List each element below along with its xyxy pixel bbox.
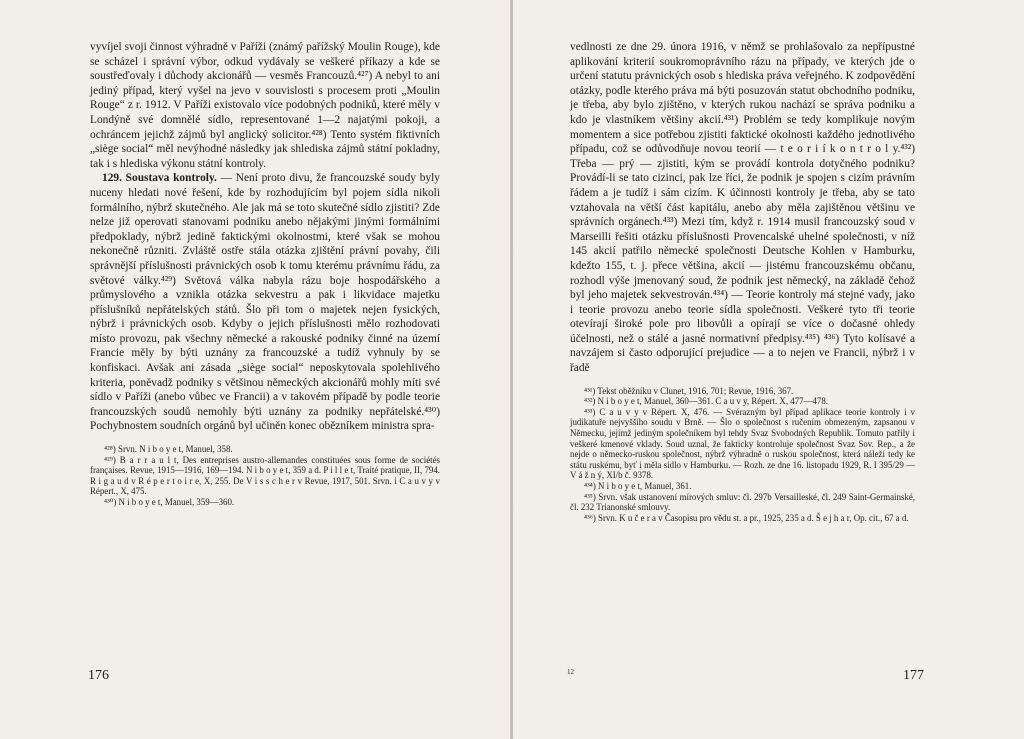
left-page <box>0 0 511 739</box>
footnote-431: ⁴³¹) Tekst oběžníku v Clunet, 1916, 701; Revue, 1916, 367. <box>584 385 794 396</box>
right-paragraph-1: vedlnosti ze dne 29. února 1916, v němž se prohlašovalo za nepřípustné aplikování kriterií soukromoprávního rázu na případy, ve kterých jde o určení statutu právnických osob s hlediska práva veřejného. K zodpovědění otázky, podle kterého práva má býti posuzován statut obchodního podniku, je třeba, aby bylo zjištěno, v kterých rukou nachází se správa podniku a kdo je vlastníkem většiny akcií.⁴³¹) Problém se tedy komplikuje novým momentem a sice potřebou zjistiti faktické okolnosti každého jednotlivého případu, což se odůvodňuje novou teorií — t e o r i í k o n t r o l y.⁴³²) Třeba — prý — zjistiti, kým se provádí kontrola dotyčného podniku? Provádí-li se tato cizinci, pak lze říci, že podnik je spojen s cizím právním řádem a je tudíž i sám cizím. K účinnosti kontroly je třeba, aby se tato vztahovala na větší část kapitálu, anebo aby měla zajištěnou většinu ve správních orgánech.⁴³³) Mezi tím, když r. 1914 musil francouzský soud v Marseilli řešiti otázku příslušnosti Provencalské uhelné společnosti, v níž 145 akcií patřilo německé společnosti Deutsche Kohlen v Hamburku, kdežto 155, t. j. přece většina, akcií — jistému francouzskému občanu, rozhodl výše jmenovaný soud, že podnik jest německý, na základě čehož byl jeho majetek sekvestrován.⁴³⁴) — Teorie kontroly má stejné vady, jako i teorie provozu anebo teorie sídla společnosti. Veškeré tyto tři teorie otevírají široké pole pro libovůli a opírají se více o dočasné ohledy účelnosti, než o stálé a jasné normativní předpisy.⁴³⁵) ⁴³⁶) Tyto kolísavé a navzájem si často odporující prejudice — a to nejen ve Francii, nýbrž i v řadě <box>570 41 915 375</box>
right-body-text <box>570 40 915 376</box>
signature-mark: 12 <box>567 668 574 676</box>
left-section-paragraph <box>90 171 440 434</box>
footnote-435: ⁴³⁵) Srvn. však ustanovení mírových smluv: čl. 297b Versailleské, čl. 249 Saint-Germainské, čl. 232 Trianonské smlouvy. <box>570 491 915 513</box>
section-heading: 129. Soustava kontroly. <box>102 172 217 185</box>
footnote-432: ⁴³²) N i b o y e t, Manuel, 360—361. C a u v y, Répert. X, 477—478. <box>584 396 828 407</box>
right-page <box>513 0 1024 739</box>
footnote-436: ⁴³⁶) Srvn. K u č e r a v Časopisu pro vědu st. a pr., 1925, 235 a d. Š e j h a r, Op. cit., 67 a d. <box>584 512 909 523</box>
left-page-number: 176 <box>88 668 109 683</box>
right-page-number: 177 <box>903 668 924 683</box>
section-text: — Není proto divu, že francouzské soudy byly nuceny hledati nové řešení, kde by rozhodujícím byl pojem sídla nikoli formálního, nýbrž skutečného. Ale jak má se toto skutečné sídlo zjistiti? Zde nelze již operovati stanovami podniku anebo nějakými jinými formálními předpoklady, nýbrž jedině faktickými okolnostmi, které však se mohou nekonečně různiti. Zvláště ostře stála otázka zjištění právní povahy, čili správnější příslušnosti právnických osob k tomu kterému právnímu řádu, za světové války.⁴²⁹) Světová válka nabyla rázu boje hospodářského a průmyslového a vznikla otázka sekvestru a pak i likvidace majetku příslušníků nepřátelských států. Šlo při tom o majetek nejen fysických, nýbrž i právnických osob. Kdyby o jejich příslušnosti mělo rozhodovati místo provozu, pak všechny německé a rakouské podniky činné na území Francie měly by býti uznány za francouzské a tudíž vyhnuly by se konfiskaci. Avšak ani zásada „siège social“ neposkytovala spolehlivého kriteria, poněvadž podniky s většinou německých akcionářů mohly míti své sídlo v Paříži (anebo vůbec ve Francii) a v takovém případě by podle teorie francouzských soudů nemohly býti uznány za podniky nepřátelské.⁴³⁰) Pochybnostem soudních orgánů byl učiněn konec obězníkem ministra spra- <box>90 172 440 433</box>
right-text-column <box>570 40 915 523</box>
footnote-433: ⁴³³) C a u v y v Répert. X, 476. — Svérazným byl případ aplikace teorie kontroly i v judikatuře nejvyššího soudu v Brně. — Šlo o společnost s ručením obmezeným, zapsanou v Německu, jejímž jediným společníkem byl tehdy Svaz Svobodných Republik. Tomuto patřily i veškeré kmenové vklady. Soud uznal, že fakticky kontroluje společnost Svaz Sov. Rep., a že nejde o německo-ruskou společnost, nýbrž výhradně o ruskou společnost, která náleží tedy ke státu ruskému, byť i měla sídlo v Hamburku. — Rozh. ze dne 16. listopadu 1929, R. I 395/29 — V á ž n ý, XI/b č. 9378. <box>570 406 915 481</box>
left-paragraph-1: vyvíjel svoji činnost výhradně v Paříži (známý pařížský Moulin Rouge), kde se scházel i správní výbor, odkud vydávaly se veškeré příkazy a kde se soustřeďovaly i důchody akcionářů — vesměs Francouzů.⁴²⁷) A nebyl to ani jediný případ, který vyšel na jevo v souvislosti s procesem proti „Moulin Rouge“ z r. 1912. V Paříži existovalo více podobných podniků, které měly v Londýně své domnělé sídlo, representované 1—2 najatými pokoji, a ochráncem jejichž zájmů byl anglický solicitor.⁴²⁸) Tento systém fiktivních „siège social“ měl nevýhodné následky jak shlediska zájmů státní pokladny, tak i s hlediska výkonu státní kontroly. <box>90 41 440 170</box>
footnote-434: ⁴³⁴) N i b o y e t, Manuel, 361. <box>584 481 692 491</box>
footnote-429: ⁴²⁹) B a r r a u l t, Des entreprises austro-allemandes constituées sous forme de sociétés françaises. Revue, 1915—1916, 169—194. N i b o y e t, 359 a d. P i l l e t, Traité pratique, II, 794. R i g a u d v R é p e r t o i r e, X, 255. De V i s s c h e r v Revue, 1917, 501. Srvn. i C a u v y v Répert., X, 475. <box>90 454 440 497</box>
footnote-428: ⁴²⁸) Srvn. N i b o y e t, Manuel, 358. <box>104 444 233 455</box>
left-footnotes <box>90 444 440 508</box>
footnote-430: ⁴³⁰) N i b o y e t, Manuel, 359—360. <box>104 497 235 507</box>
right-footnotes <box>570 386 915 524</box>
left-text-column <box>90 40 440 508</box>
left-body-text <box>90 40 440 434</box>
